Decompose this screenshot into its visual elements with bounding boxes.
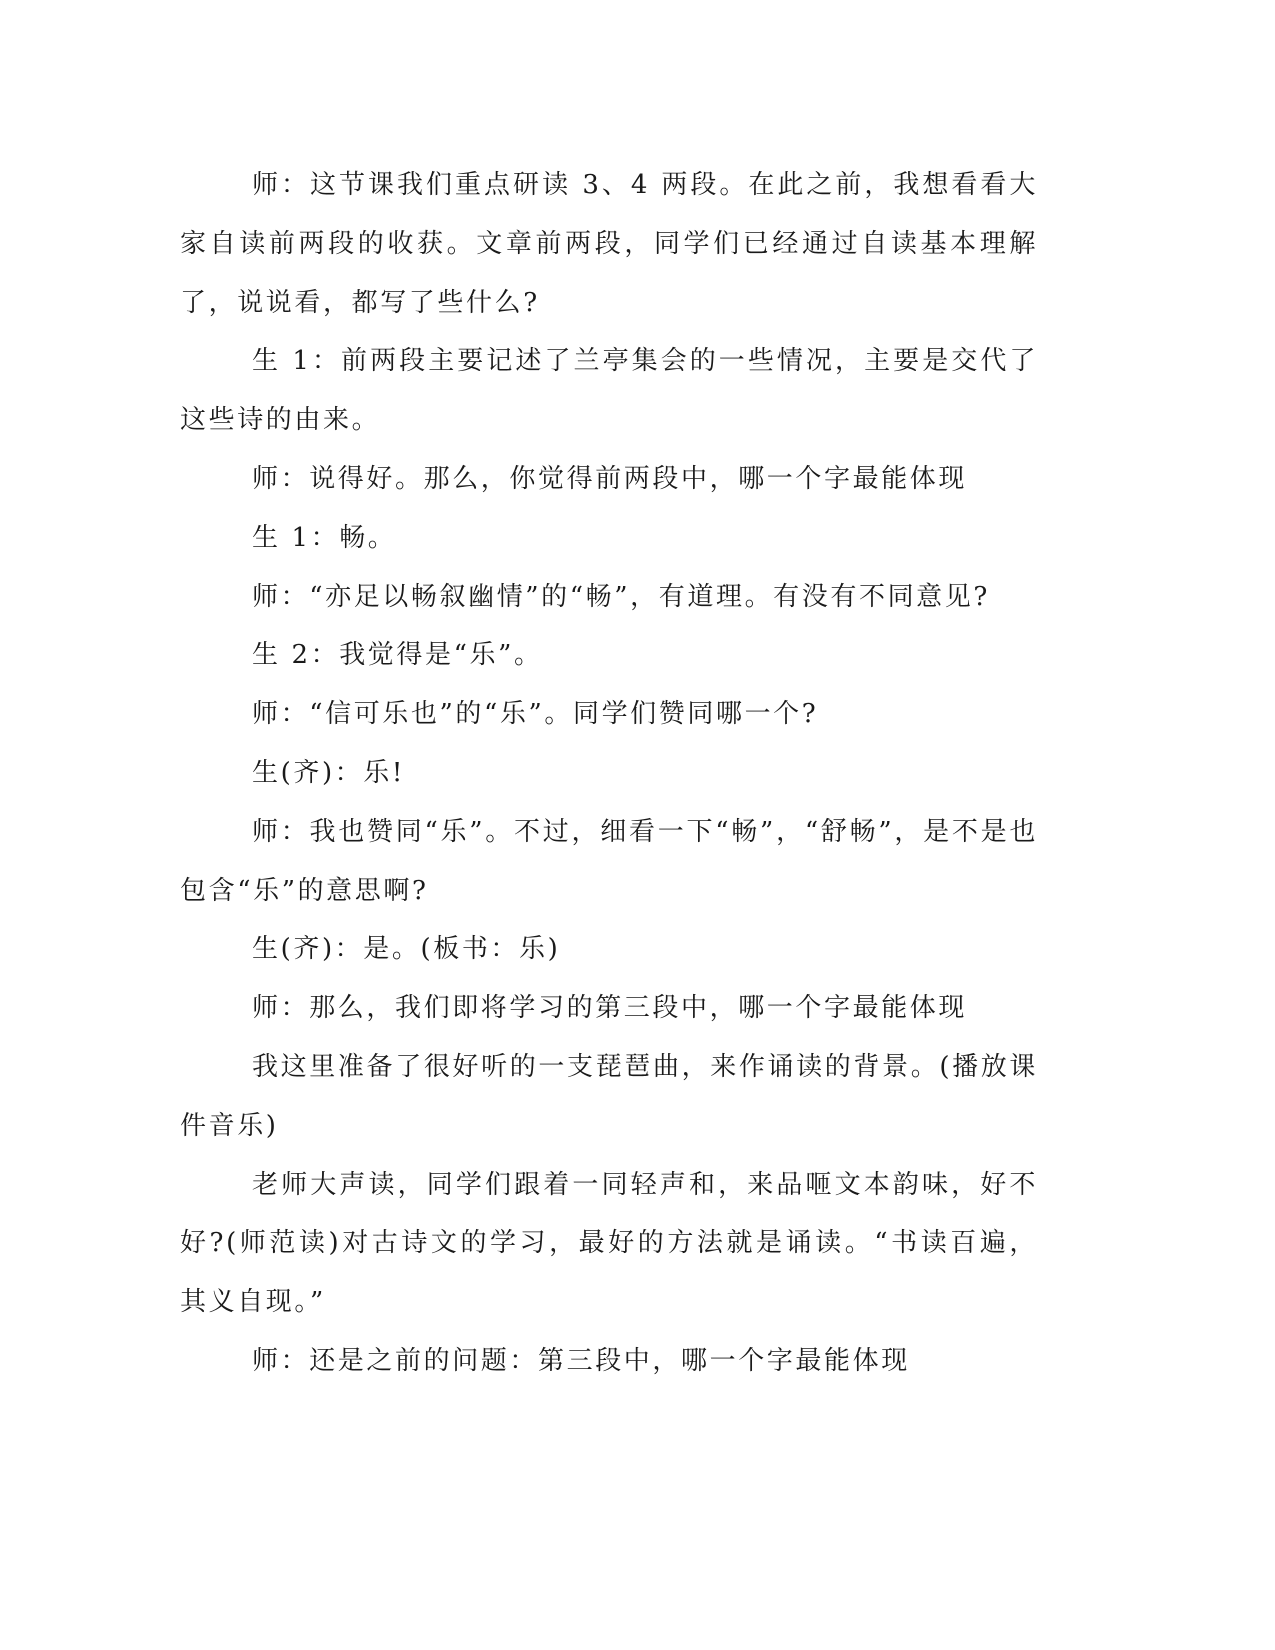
paragraph-11: 师：那么，我们即将学习的第三段中，哪一个字最能体现 [252,993,968,1024]
paragraph-13: 老师大声读，同学们跟着一同轻声和，来品咂文本韵味，好不好?(师范读)对古诗文的学习，最好的方法就是诵读。“书读百遍，其义自现。” [180,1169,1038,1318]
paragraph-14: 师：还是之前的问题：第三段中，哪一个字最能体现 [252,1345,910,1376]
paragraph-3: 师：说得好。那么，你觉得前两段中，哪一个字最能体现 [252,463,968,494]
paragraph-8: 生(齐)：乐! [252,757,405,788]
paragraph-10: 生(齐)：是。(板书：乐) [252,934,561,965]
document-body [180,156,1038,1391]
paragraph-4: 生 1：畅。 [252,522,397,553]
paragraph-5: 师：“亦足以畅叙幽情”的“畅”，有道理。有没有不同意见? [252,581,990,612]
paragraph-12: 我这里准备了很好听的一支琵琶曲，来作诵读的背景。(播放课件音乐) [180,1051,1038,1141]
paragraph-6: 生 2：我觉得是“乐”。 [252,640,543,671]
paragraph-7: 师：“信可乐也”的“乐”。同学们赞同哪一个? [252,699,819,730]
paragraph-1: 师：这节课我们重点研读 3、4 两段。在此之前，我想看看大家自读前两段的收获。文章前两段，同学们已经通过自读基本理解了，说说看，都写了些什么? [180,170,1038,318]
paragraph-9: 师：我也赞同“乐”。不过，细看一下“畅”，“舒畅”，是不是也包含“乐”的意思啊? [180,816,1038,906]
paragraph-2: 生 1：前两段主要记述了兰亭集会的一些情况，主要是交代了这些诗的由来。 [180,346,1038,436]
